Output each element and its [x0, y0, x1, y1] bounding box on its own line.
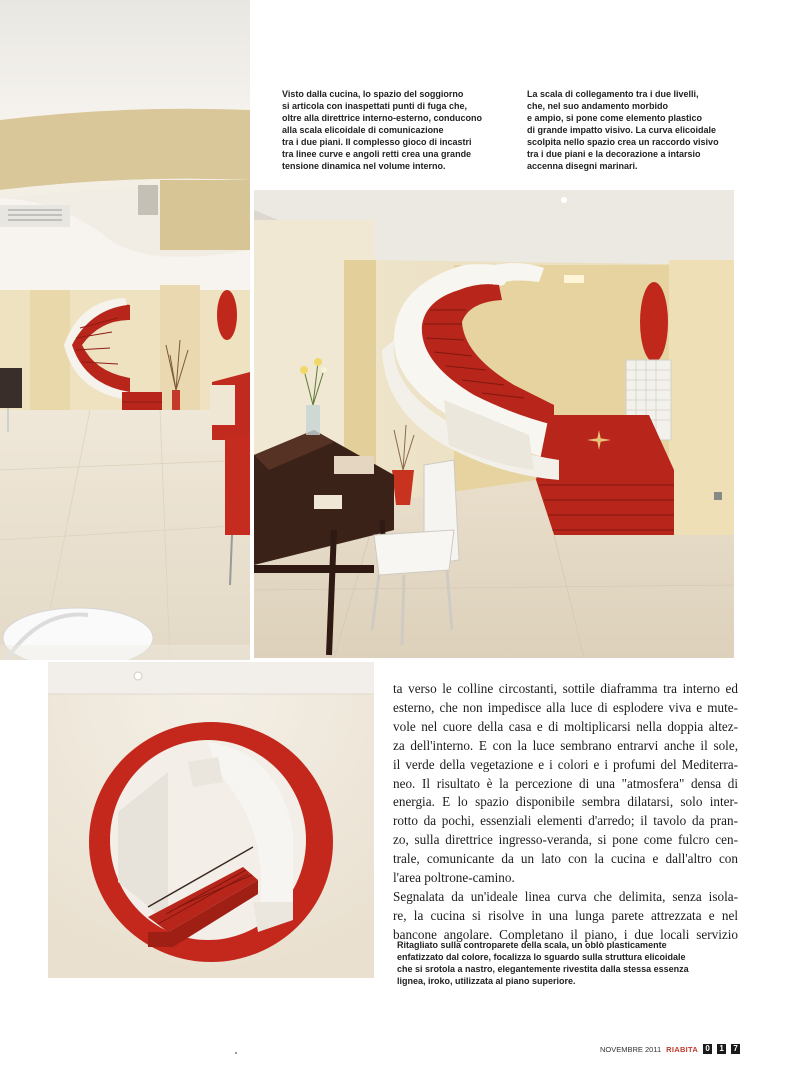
caption-line: tra i due piani. Il complesso gioco di incastri	[282, 137, 472, 147]
caption-top-right	[527, 88, 742, 172]
article-body	[393, 680, 738, 945]
body-line: za dell'interno. E con la luce sembrano entrarvi anche il sole,	[393, 737, 738, 753]
staircase-illustration	[254, 190, 734, 658]
caption-line: alla scala elicoidale di comunicazione	[282, 125, 444, 135]
body-line: vole nel cuore della casa e di moltiplicarsi nella doppia altez-	[393, 718, 738, 734]
caption-line: che, nel suo andamento morbido	[527, 101, 669, 111]
porthole-illustration	[48, 662, 374, 978]
photo-porthole	[48, 662, 374, 978]
caption-line: oltre alla direttrice interno-esterno, conducono	[282, 113, 483, 123]
body-line: Segnalata da un'ideale linea curva che delimita, senza isola-	[393, 888, 738, 904]
body-line: bancone angolare. Completano il piano, i due locali servizio	[393, 926, 738, 942]
footer-brand: RIABITA	[666, 1044, 699, 1054]
caption-line: enfatizzato dal colore, focalizza lo sguardo sulla struttura elicoidale	[397, 952, 686, 962]
living-room-illustration	[0, 0, 250, 660]
caption-line: lignea, iroko, utilizzata al piano superiore.	[397, 976, 576, 986]
page-number-digit: 1	[717, 1044, 726, 1054]
footer-date: NOVEMBRE 2011	[600, 1044, 662, 1054]
caption-line: e ampio, si pone come elemento plastico	[527, 113, 703, 123]
crop-mark	[235, 1052, 237, 1054]
caption-bottom	[397, 939, 742, 987]
body-line: ta verso le colline circostanti, sottile diaframma tra interno ed	[393, 681, 738, 696]
photo-living-room	[0, 0, 250, 660]
caption-line: che si srotola a nastro, elegantemente rivestita dalla stessa essenza	[397, 964, 689, 974]
body-line: l'area poltrone-camino.	[393, 870, 515, 886]
caption-line: tra linee curve e angoli retti crea una grande	[282, 149, 472, 159]
page-number-digit: 0	[703, 1044, 712, 1054]
page-footer	[600, 1042, 740, 1056]
caption-line: di grande impatto visivo. La curva elicoidale	[527, 125, 717, 135]
body-line: trale, comunicante da un lato con la cucina e dall'altro con	[393, 851, 738, 867]
caption-line: Ritagliato sulla controparete della scala, un oblò plasticamente	[397, 940, 667, 950]
caption-line: scolpita nello spazio crea un raccordo visivo	[527, 137, 719, 147]
body-line: zo, sulla direttrice ingresso-veranda, si pone come fulcro cen-	[393, 832, 738, 848]
caption-line: tra i due piani e la decorazione a intarsio	[527, 149, 701, 159]
page-number-digit: 7	[731, 1044, 740, 1054]
caption-line: tensione dinamica nel volume interno.	[282, 161, 446, 171]
body-line: neo. Il risultato è la percezione di una "atmosfera" densa di	[393, 775, 738, 791]
caption-line: Visto dalla cucina, lo spazio del soggiorno	[282, 89, 464, 99]
caption-top-left	[282, 88, 497, 172]
caption-line: La scala di collegamento tra i due livelli,	[527, 89, 699, 99]
caption-line: accenna disegni marinari.	[527, 161, 638, 171]
body-line: rotto da pochi, essenziali elementi d'arredo; il tavolo da pran-	[393, 813, 738, 829]
caption-line: si articola con inaspettati punti di fuga che,	[282, 101, 468, 111]
photo-staircase-desk	[254, 190, 734, 658]
body-line: il verde della vegetazione e i colori e i profumi del Mediterra-	[393, 756, 738, 772]
body-line: energia. E lo spazio disponibile sembra dilatarsi, solo inter-	[393, 794, 738, 810]
body-line: re, la cucina si risolve in una lunga parete attrezzata e nel	[393, 907, 738, 923]
body-line: esterno, che non impedisce alla luce di esplodere viva e mute-	[393, 699, 738, 715]
